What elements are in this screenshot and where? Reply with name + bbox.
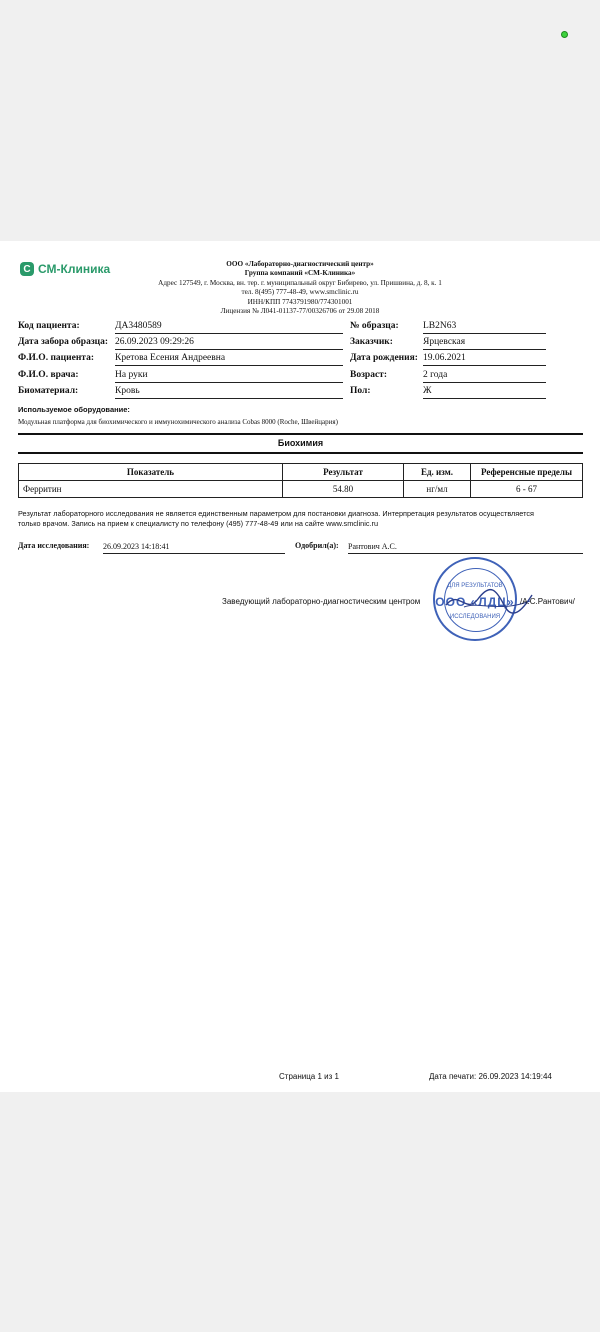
cell-result: 54.80: [283, 481, 404, 498]
col-reference: Референсные пределы: [471, 464, 583, 481]
patient-code-value: ДА3480589: [115, 321, 343, 334]
report-header: [120, 260, 480, 316]
stamp-bottom-text: ИССЛЕДОВАНИЯ: [449, 614, 501, 620]
doctor-value: На руки: [115, 370, 343, 383]
col-indicator: Показатель: [19, 464, 283, 481]
header-address: Адрес 127549, г. Москва, вн. тер. г. муниципальный округ Бибирево, ул. Пришвина, д. 8, к. 1: [158, 278, 442, 287]
stamp-top-text: ДЛЯ РЕЗУЛЬТАТОВ: [447, 583, 503, 589]
section-divider-bottom: [18, 452, 583, 454]
disclaimer-note: Результат лабораторного исследования не является единственным параметром для постановки диагноза. Интерпретация результатов осуществляется только врачом. Запись на прием к специалисту по телефону (495) 777-48-49 или на сайте www.smclinic.ru: [18, 509, 534, 528]
col-result: Результат: [283, 464, 404, 481]
equipment-text: Модульная платформа для биохимического и иммунохимического анализа Cobas 8000 (Roche, Швейцария): [18, 418, 338, 426]
biomaterial-value: Кровь: [115, 386, 343, 399]
cell-reference: 6 - 67: [471, 481, 583, 498]
clinic-logo-icon: C: [20, 262, 34, 276]
cell-indicator: Ферритин: [19, 481, 283, 498]
print-date: Дата печати: 26.09.2023 14:19:44: [429, 1072, 552, 1081]
table-row: [19, 481, 583, 498]
age-value: 2 года: [423, 370, 546, 383]
sign-title: Заведующий лабораторно-диагностическим центром: [222, 597, 421, 606]
sign-name: /А.С.Рантович/: [520, 597, 575, 606]
header-phone: тел. 8(495) 777-48-49, www.smclinic.ru: [241, 288, 359, 297]
patient-name-value: Кретова Есения Андреевна: [115, 353, 343, 366]
lab-report-page: C СМ-Клиника ООО «Лабораторно-диагностический центр» Группа компаний «СМ-Клиника» Адрес 127549, г. Москва, вн. тер. г. муниципальный округ Бибирево, ул. Пришвина, д. 8, к. 1 тел. 8(495) 777-48-49, www.smclinic.ru ИНН/КПП 7743791980/774301001 Лицензия № Л041-01137-77/00326706 от 29.08 2018 Код пациента: ДА3480589 Дата забора образца: 26.09.2023 09:29:26 Ф.И.О. пациента: Кретова Есения Андреевна Ф.И.О. врача: На руки Биоматериал: Кровь № образца: LB2N63 Заказчик: Ярцевская Дата рождения: 19.06.2021 Возраст: 2 года Пол: Ж Используемое оборудование: Модульная платформа для биохимического и иммунохимического анализа Cobas 8000 (Roche, Швейцария) Биохимия Показатель Результат Ед. изм. Референсные пределы Ферритин 54.80 нг/мл 6 - 67 Результат лабораторного исследования не является единственным параметром для постановки диагноза. Интерпретация результатов осуществляется только врачом. Запись на прием к специалисту по телефону (495) 777-48-49 или на сайте www.smclinic.ru Дата исследования: 26.09.2023 14:18:41 Одобрил(а): Рантович А.С. ДЛЯ РЕЗУЛЬТАТОВ ООО «ЛДЦ» ИССЛЕДОВАНИЯ Заведующий лабораторно-диагностическим центром /А.С.Рантович/ Страница 1 из 1 Дата печати: 26.09.2023 14:19:44: [0, 241, 600, 1092]
customer-value: Ярцевская: [423, 337, 546, 350]
col-unit: Ед. изм.: [404, 464, 471, 481]
birth-value: 19.06.2021: [423, 353, 546, 366]
header-license: Лицензия № Л041-01137-77/00326706 от 29.08 2018: [220, 307, 380, 316]
research-date-value: 26.09.2023 14:18:41: [103, 541, 285, 554]
results-table: [18, 463, 583, 498]
approved-value: Рантович А.С.: [348, 541, 583, 554]
cell-unit: нг/мл: [404, 481, 471, 498]
results-header-row: [19, 464, 583, 481]
stamp-middle-text: ООО «ЛДЦ»: [435, 595, 515, 609]
sample-no-value: LB2N63: [423, 321, 546, 334]
clinic-logo-text: СМ-Клиника: [38, 262, 111, 276]
header-inn: ИНН/КПП 7743791980/774301001: [247, 297, 353, 306]
section-divider-top: [18, 433, 583, 435]
sex-value: Ж: [423, 386, 546, 399]
page-counter: Страница 1 из 1: [279, 1072, 339, 1081]
header-org: ООО «Лабораторно-диагностический центр»: [226, 260, 374, 268]
equipment-title: Используемое оборудование:: [18, 405, 130, 414]
status-indicator-dot: [561, 31, 568, 38]
section-title: Биохимия: [277, 438, 324, 448]
sample-date-value: 26.09.2023 09:29:26: [115, 337, 343, 350]
header-group: Группа компаний «СМ-Клиника»: [244, 269, 356, 278]
clinic-logo: [20, 262, 110, 276]
